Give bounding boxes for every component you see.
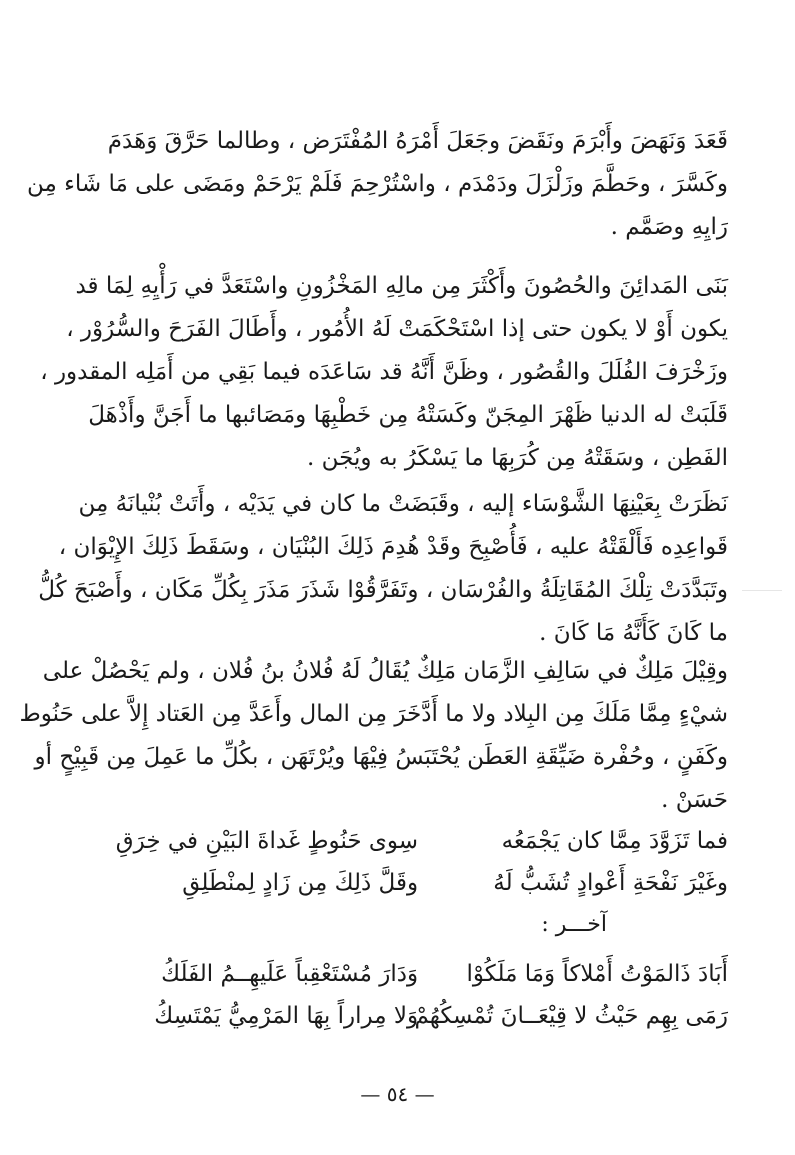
page-number: — ٥٤ — [360,1082,435,1106]
paragraph-line: قَعَدَ وَنَهَضَ وأَبْرَمَ ونَقَضَ وجَعَلَ أَمْرَهُ المُفْتَرَض ، وطالما حَرَّقَ وَهَدَمَ [107,128,728,154]
hemistich-second: وَدَارَ مُسْتَعْقِباً عَلَيهِــمُ الفَلَكُ [161,961,419,987]
poem-verse [132,953,728,995]
paragraph-line: الفَطِن ، وسَقَتْهُ مِن كُرَبِهَا ما يَسْكَرُ به ويُجَن . [307,445,728,471]
hemistich-second: وقَلَّ ذَلِكَ مِن زَادٍ لِمنْطَلِقِ [182,870,419,896]
paragraph-line: وزَخْرَفَ الفُلَلَ والقُصُور ، وظَنَّ أَنَّهُ قد سَاعَدَه فيما بَقِي من أَمَلِه المقدور ، [40,359,728,385]
hemistich-first: فما تَزَوَّدَ مِمَّا كان يَجْمَعُه [501,828,728,854]
paragraph-3 [38,483,728,655]
hemistich-second: سِوى حَنُوطٍ غَداةَ البَيْنِ في خِرَقِ [115,828,419,854]
paragraph-line: يكون أَوْ لا يكون حتى إذا اسْتَحْكَمَتْ لَهُ الأُمُور ، وأَطَالَ الفَرَحَ والسُّرُوْر ، [66,316,728,342]
paragraph-line: بَنَى المَدائِنَ والحُصُونَ وأَكْثَرَ مِن مالِهِ المَخْزُونِ واسْتَعَدَّ في رَأْيِهِ لِمَا قد [75,273,728,299]
poem-verse [132,862,728,904]
paragraph-line: رَايِهِ وصَمَّم . [610,214,728,240]
hemistich-first: أَبَادَ ذَالمَوْتُ أَمْلاكاً وَمَا مَلَكُوْا [466,961,728,987]
scan-mark [742,590,782,591]
poem-verse [132,995,728,1037]
hemistich-first: رَمَى بِهِم حَيْثُ لا قِيْعَــانَ تُمْسِكُهُمْ [414,1003,728,1029]
paragraph-line: وتَبَدَّدَتْ تِلْكَ المُقَاتِلَةُ والفُرْسَان ، وتَفَرَّقُوْا شَذَرَ مَذَرَ بِكُلِّ مَكَان ، وأَصْبَحَ كُلُّ [38,577,728,603]
hemistich-first: وغَيْرَ نَفْحَةِ أَعْوادٍ تُشَبُّ لَهُ [493,870,728,896]
paragraph-line: قَواعِدِه فَأَلْقَتْهُ عليه ، فَأُصْبِحَ وقَدْ هُدِمَ ذَلِكَ البُنْيَان ، وسَقَطَ ذَلِكَ الإِيْوَان ، [58,534,728,560]
paragraph-line: ما كَانَ كَأَنَّهُ مَا كَانَ . [539,620,728,646]
poem-1 [115,820,728,904]
poem-verse [115,820,728,862]
poem-2 [132,953,728,1037]
paragraph-line: وكَسَّرَ ، وحَطَّمَ وزَلْزَلَ ودَمْدَم ، واسْتُرْحِمَ فَلَمْ يَرْحَمْ ومَضَى على مَا شَاء مِن [26,171,728,197]
paragraph-line: قَلَبَتْ له الدنيا ظَهْرَ المِجَنّ وكَسَتْهُ مِن خَطْبِهَا ومَصَائبها ما أَجَنَّ وأَذْهَلَ [88,402,728,428]
paragraph-2 [40,265,728,480]
paragraph-line: شيْءٍ مِمَّا مَلَكَ مِن البِلاد ولا ما أَدَّخَرَ مِن المال وأَعَدَّ مِن العَتاد إِلاَّ على حَنُوط [19,701,728,727]
paragraph-line: وقِيْلَ مَلِكٌ في سَالِفِ الزَّمَان مَلِكٌ يُقَالُ لَهُ فُلانُ بنُ فُلان ، ولم يَحْصُلْ على [42,658,728,684]
paragraph-line: نَظَرَتْ بِعَيْنِهَا الشَّوْسَاء إليه ، وقَبَضَتْ ما كان في يَدَيْه ، وأَتَتْ بُنْيانَهُ مِن [78,491,728,517]
paragraph-line: حَسَنْ . [661,787,728,813]
hemistich-second: وَلا مِراراً بِهَا المَرْمِيُّ يَمْتَسِكُ [154,1003,419,1029]
paragraph-4 [19,650,728,822]
paragraph-1 [26,120,728,249]
poem-2-label: آخـــر : [541,912,607,937]
paragraph-line: وكَفَنٍ ، وحُفْرة ضَيِّقَةِ العَطَن يُحْتَبَسُ فِيْهَا ويُرْتَهَن ، بكُلِّ ما عَمِلَ مِن قَبِيْحٍ أو [34,744,728,770]
